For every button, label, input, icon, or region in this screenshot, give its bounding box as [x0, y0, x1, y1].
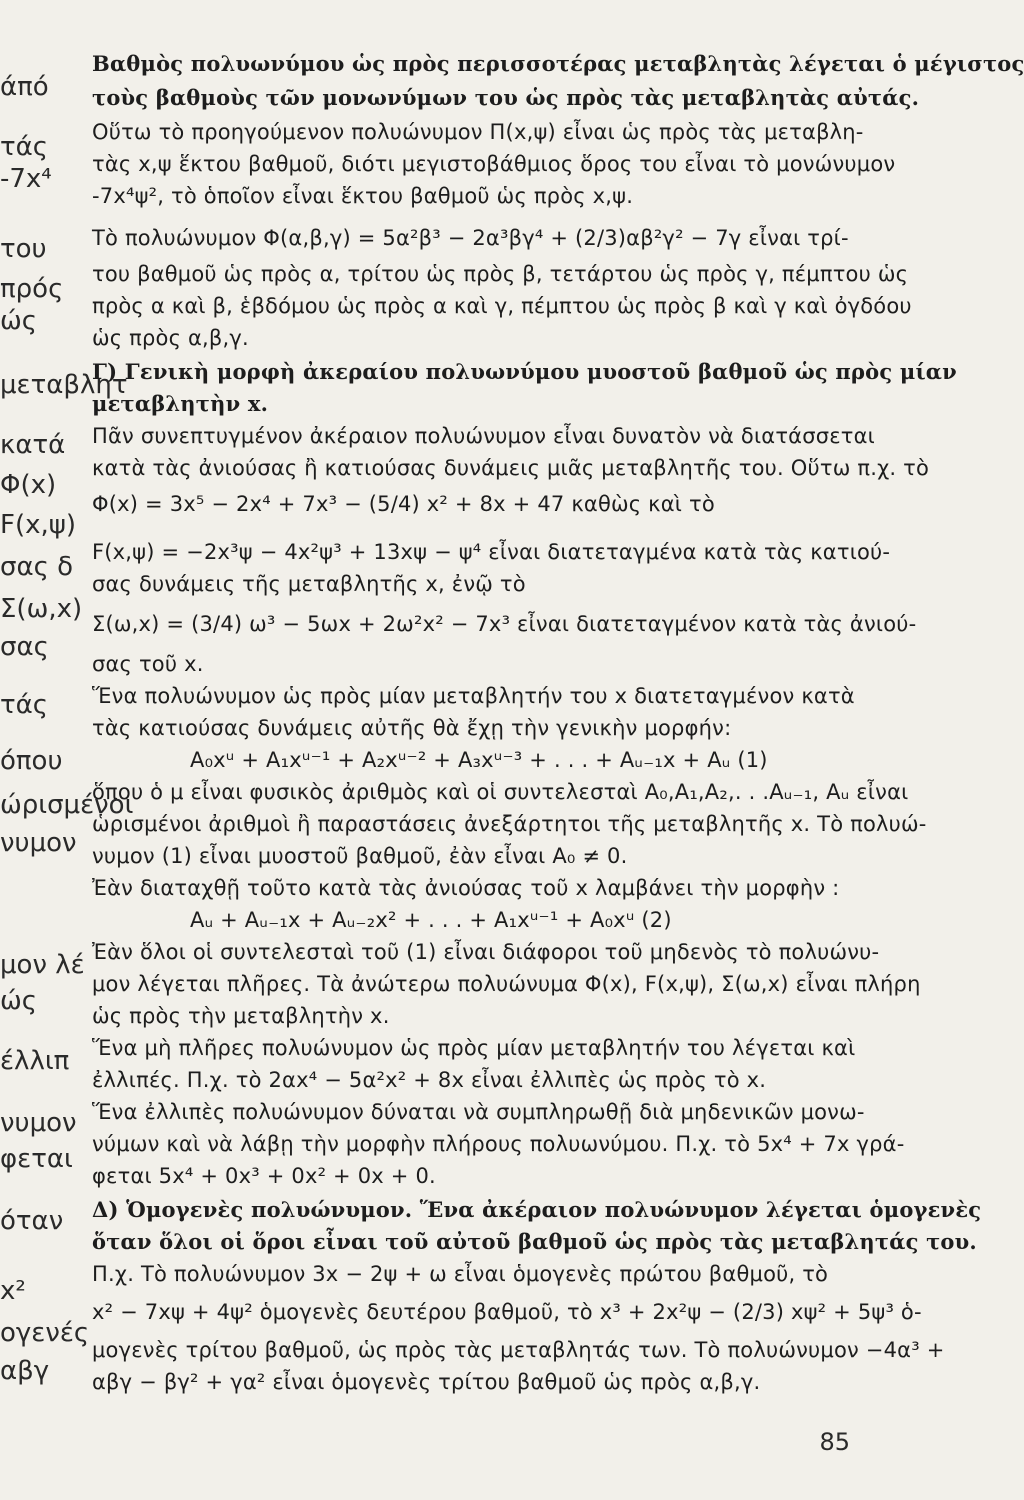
text-line: Ἕνα ἐλλιπὲς πολυώνυμον δύναται νὰ συμπληρωθῇ διὰ μηδενικῶν μονω- [92, 1100, 865, 1124]
margin-fragment: -7x⁴ [0, 164, 52, 194]
section-heading: Δ) Ὁμογενὲς πολυώνυμον. Ἕνα ἀκέραιον πολυώνυμον λέγεται ὁμογενὲς [92, 1197, 982, 1222]
equation-1: A₀xᵘ + A₁xᵘ⁻¹ + A₂xᵘ⁻² + A₃xᵘ⁻³ + . . . + Aᵤ₋₁x + Aᵤ (1) [190, 748, 768, 772]
text-line: Ἐὰν ὅλοι οἱ συντελεσταὶ τοῦ (1) εἶναι διάφοροι τοῦ μηδενὸς τὸ πολυώνυ- [92, 940, 880, 964]
text-line: ὅπου ὁ μ εἶναι φυσικὸς ἀριθμὸς καὶ οἱ συντελεσταὶ A₀,A₁,A₂,. . .Aᵤ₋₁, Aᵤ εἶναι [92, 780, 909, 804]
margin-fragment: Φ(x) [0, 470, 57, 500]
text-line: ὡρισμένοι ἀριθμοὶ ἢ παραστάσεις ἀνεξάρτητοι τῆς μεταβλητῆς x. Τὸ πολυώ- [92, 812, 927, 836]
margin-fragment: ώς [0, 986, 38, 1016]
section-heading: μεταβλητὴν x. [92, 391, 269, 416]
margin-fragment: Σ(ω,x) [0, 594, 83, 624]
text-line: ὅταν ὅλοι οἱ ὅροι εἶναι τοῦ αὐτοῦ βαθμοῦ ὡς πρὸς τὰς μεταβλητάς του. [92, 1229, 977, 1254]
text-line: ὡς πρὸς α,β,γ. [92, 326, 249, 350]
margin-fragment: ώρισμένοι [0, 790, 134, 820]
text-line: νύμων καὶ νὰ λάβῃ τὴν μορφὴν πλήρους πολυωνύμου. Π.χ. τὸ 5x⁴ + 7x γρά- [92, 1132, 905, 1156]
margin-fragment: τάς [0, 132, 49, 162]
margin-fragment: του [0, 234, 47, 264]
text-line: Π.χ. Τὸ πολυώνυμον 3x − 2ψ + ω εἶναι ὁμογενὲς πρώτου βαθμοῦ, τὸ [92, 1262, 829, 1286]
text-line: Ἕνα μὴ πλῆρες πολυώνυμον ὡς πρὸς μίαν μεταβλητήν του λέγεται καὶ [92, 1036, 856, 1060]
margin-fragment: όταν [0, 1206, 64, 1236]
text-line: νυμον (1) εἶναι μυοστοῦ βαθμοῦ, ἐὰν εἶναι A₀ ≠ 0. [92, 844, 628, 868]
text-line: του βαθμοῦ ὡς πρὸς α, τρίτου ὡς πρὸς β, τετάρτου ὡς πρὸς γ, πέμπτου ὡς [92, 262, 909, 286]
text-line: Πᾶν συνεπτυγμένον ἀκέραιον πολυώνυμον εἶναι δυνατὸν νὰ διατάσσεται [92, 424, 875, 448]
margin-fragment: πρός [0, 274, 64, 304]
text-line: πρὸς α καὶ β, ἑβδόμου ὡς πρὸς α καὶ γ, πέμπτου ὡς πρὸς β καὶ γ καὶ ὀγδόου [92, 294, 912, 318]
text-line: μογενὲς τρίτου βαθμοῦ, ὡς πρὸς τὰς μεταβλητάς των. Τὸ πολυώνυμον −4α³ + [92, 1338, 945, 1362]
margin-fragment: σας δ [0, 552, 74, 582]
text-line: x² − 7xψ + 4ψ² ὁμογενὲς δευτέρου βαθμοῦ, τὸ x³ + 2x²ψ − (2/3) xψ² + 5ψ³ ὁ- [92, 1300, 922, 1324]
margin-fragment: έλλιπ [0, 1046, 70, 1076]
text-line: σας δυνάμεις τῆς μεταβλητῆς x, ἐνῷ τὸ [92, 572, 526, 596]
margin-fragment: μεταβλητ [0, 370, 128, 400]
text-line: Σ(ω,x) = (3/4) ω³ − 5ωx + 2ω²x² − 7x³ εἶναι διατεταγμένον κατὰ τὰς ἀνιού- [92, 612, 917, 636]
margin-fragment: ογενές [0, 1318, 90, 1348]
text-line: ἐλλιπές. Π.χ. τὸ 2αx⁴ − 5α²x² + 8x εἶναι ἐλλιπὲς ὡς πρὸς τὸ x. [92, 1068, 767, 1092]
margin-fragment: όπου [0, 746, 63, 776]
text-line: τὰς κατιούσας δυνάμεις αὐτῆς θὰ ἔχῃ τὴν γενικὴν μορφήν: [92, 716, 732, 740]
equation-2: Aᵤ + Aᵤ₋₁x + Aᵤ₋₂x² + . . . + A₁xᵘ⁻¹ + A₀xᵘ (2) [190, 908, 672, 932]
text-line: φεται 5x⁴ + 0x³ + 0x² + 0x + 0. [92, 1164, 436, 1188]
margin-fragment: τάς [0, 690, 49, 720]
text-line: Φ(x) = 3x⁵ − 2x⁴ + 7x³ − (5/4) x² + 8x + 47 καθὼς καὶ τὸ [92, 492, 715, 516]
margin-fragment: νυμον [0, 1108, 77, 1138]
text-line: -7x⁴ψ², τὸ ὁποῖον εἶναι ἕκτου βαθμοῦ ὡς πρὸς x,ψ. [92, 184, 634, 208]
margin-fragment: x² [0, 1276, 26, 1306]
margin-fragment: F(x,ψ) [0, 510, 77, 540]
text-line: σας τοῦ x. [92, 652, 204, 676]
text-line: μον λέγεται πλῆρες. Τὰ ἀνώτερω πολυώνυμα Φ(x), F(x,ψ), Σ(ω,x) εἶναι πλήρη [92, 972, 921, 996]
section-heading: Γ) Γενικὴ μορφὴ ἀκεραίου πολυωνύμου μυοστοῦ βαθμοῦ ὡς πρὸς μίαν [92, 359, 957, 384]
margin-fragment: μον λέ [0, 950, 85, 980]
text-line: ὡς πρὸς τὴν μεταβλητὴν x. [92, 1004, 390, 1028]
text-line: τοὺς βαθμοὺς τῶν μονωνύμων του ὡς πρὸς τὰς μεταβλητὰς αὐτάς. [92, 85, 920, 110]
text-line: F(x,ψ) = −2x³ψ − 4x²ψ³ + 13xψ − ψ⁴ εἶναι διατεταγμένα κατὰ τὰς κατιού- [92, 540, 891, 564]
text-line: Ἐὰν διαταχθῇ τοῦτο κατὰ τὰς ἀνιούσας τοῦ x λαμβάνει τὴν μορφὴν : [92, 876, 840, 900]
text-line: κατὰ τὰς ἀνιούσας ἢ κατιούσας δυνάμεις μιᾶς μεταβλητῆς του. Οὕτω π.χ. τὸ [92, 456, 930, 480]
page-number: 85 [819, 1428, 850, 1456]
margin-fragment: σας [0, 632, 49, 662]
text-line: αβγ − βγ² + γα² εἶναι ὁμογενὲς τρίτου βαθμοῦ ὡς πρὸς α,β,γ. [92, 1370, 761, 1394]
margin-fragment: άπό [0, 72, 49, 102]
text-line: τὰς x,ψ ἕκτου βαθμοῦ, διότι μεγιστοβάθμιος ὅρος του εἶναι τὸ μονώνυμον [92, 152, 896, 176]
text-line: Τὸ πολυώνυμον Φ(α,β,γ) = 5α²β³ − 2α³βγ⁴ + (2/3)αβ²γ² − 7γ εἶναι τρί- [92, 226, 849, 250]
text-line: Ἕνα πολυώνυμον ὡς πρὸς μίαν μεταβλητήν του x διατεταγμένον κατὰ [92, 684, 855, 708]
margin-fragment: φεται [0, 1144, 73, 1174]
text-line: Βαθμὸς πολυωνύμου ὡς πρὸς περισσοτέρας μεταβλητὰς λέγεται ὁ μέγιστος [92, 51, 1024, 76]
margin-fragment: ώς [0, 306, 38, 336]
margin-fragment: κατά [0, 430, 66, 460]
text-line: Οὕτω τὸ προηγούμενον πολυώνυμον Π(x,ψ) εἶναι ὡς πρὸς τὰς μεταβλη- [92, 120, 864, 144]
margin-fragment: νυμον [0, 828, 77, 858]
margin-fragment: αβγ [0, 1356, 50, 1386]
